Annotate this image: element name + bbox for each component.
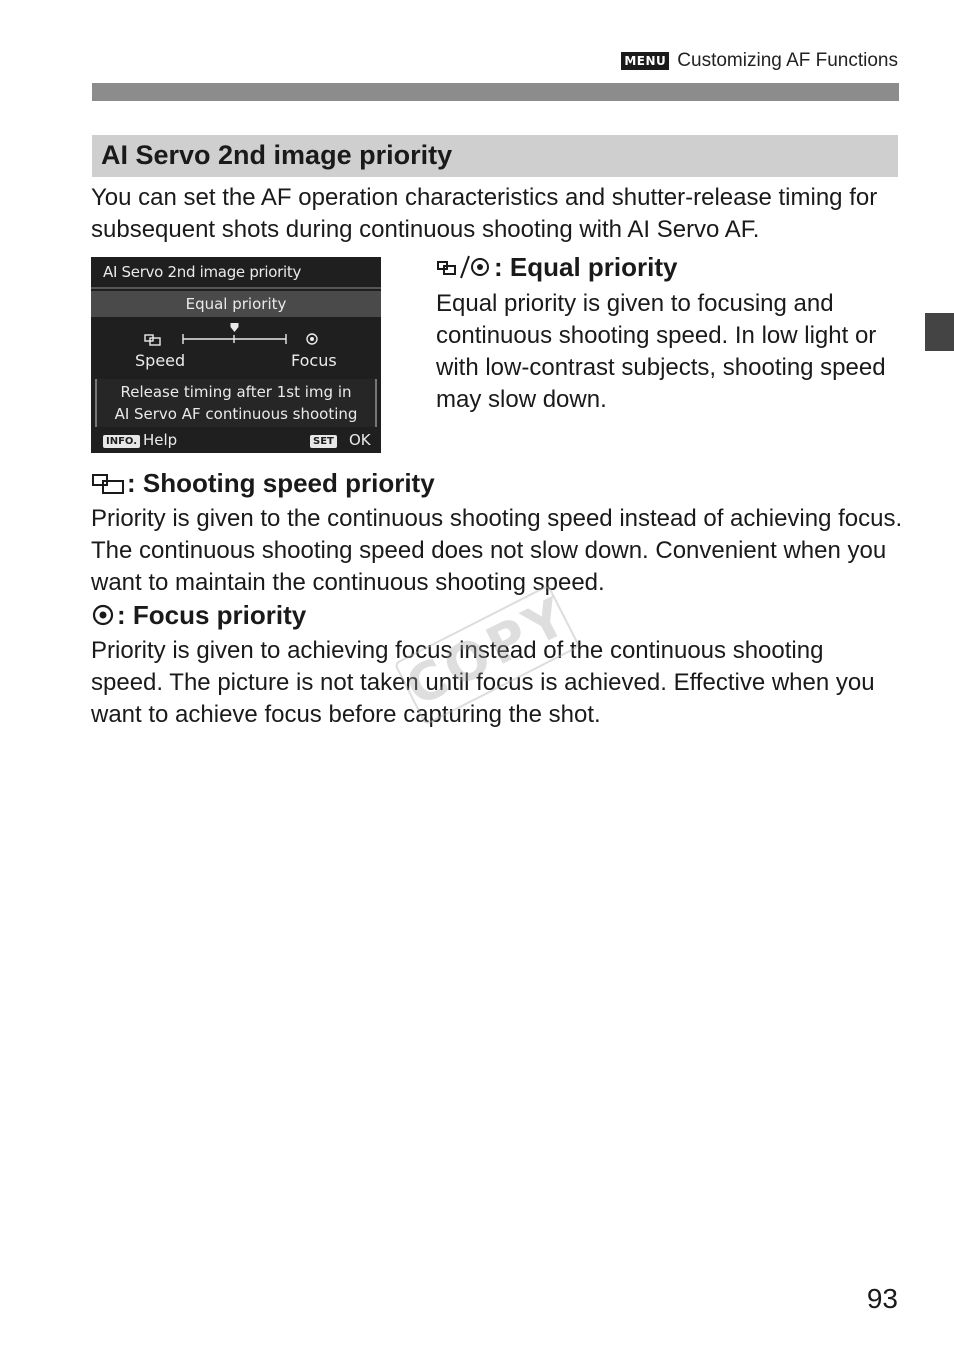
set-button-icon: SET: [310, 435, 337, 448]
priority-slider: [91, 317, 381, 353]
speed-priority-body: Priority is given to the continuous shooting speed instead of achieving focus. The continuous shooting speed does not slow down. Convenient when you want to maintain the continuous shooting speed.: [91, 505, 903, 596]
slider-track: [183, 334, 286, 344]
screen-description-line: Release timing after 1st img in: [120, 383, 352, 401]
chapter-tab-marker: [925, 313, 954, 351]
equal-priority-body: Equal priority is given to focusing and continuous shooting speed. In low light or with low-contrast subjects, shooting speed may slow down.: [436, 290, 886, 413]
focus-priority-icon: [91, 600, 117, 630]
speed-icon: [145, 335, 160, 345]
screen-speed-label: Speed: [135, 351, 186, 370]
slider-marker-icon: [231, 323, 239, 332]
equal-priority-heading: [436, 251, 677, 283]
camera-menu-screen: [91, 257, 381, 453]
header-rule: [92, 83, 899, 101]
speed-priority-heading: [91, 467, 435, 499]
screen-description-line: AI Servo AF continuous shooting: [114, 405, 358, 423]
screen-focus-label: Focus: [291, 351, 337, 370]
screen-divider: [91, 287, 381, 289]
continuous-shooting-icon: [91, 468, 127, 498]
section-intro: You can set the AF operation characteristics and shutter-release timing for subsequent shots during continuous shooting with AI Servo AF.: [91, 184, 878, 243]
equal-priority-heading-text: : Equal priority: [494, 252, 678, 282]
section-title: AI Servo 2nd image priority: [101, 140, 453, 170]
speed-priority-heading-text: : Shooting speed priority: [127, 468, 435, 498]
focus-priority-heading: [91, 599, 306, 631]
screen-title: AI Servo 2nd image priority: [103, 263, 302, 281]
info-button-icon: INFO.: [103, 435, 140, 448]
header-title: Customizing AF Functions: [677, 50, 898, 71]
screen-ok-label: OK: [349, 431, 371, 449]
speed-focus-icon: [436, 252, 494, 282]
copy-watermark: COPY: [394, 584, 581, 725]
focus-priority-heading-text: : Focus priority: [117, 600, 307, 630]
focus-icon: [307, 334, 317, 344]
page-number: 93: [866, 1283, 898, 1314]
running-header: [621, 50, 898, 72]
screen-help-label: Help: [143, 431, 178, 449]
section-title-bar: [92, 135, 898, 177]
focus-priority-body: Priority is given to achieving focus instead of the continuous shooting speed. The picture is not taken until focus is achieved. Effective when you want to achieve focus before capturing the shot.: [91, 637, 875, 728]
menu-icon: MENU: [621, 52, 669, 70]
screen-selected-value: Equal priority: [185, 295, 287, 313]
